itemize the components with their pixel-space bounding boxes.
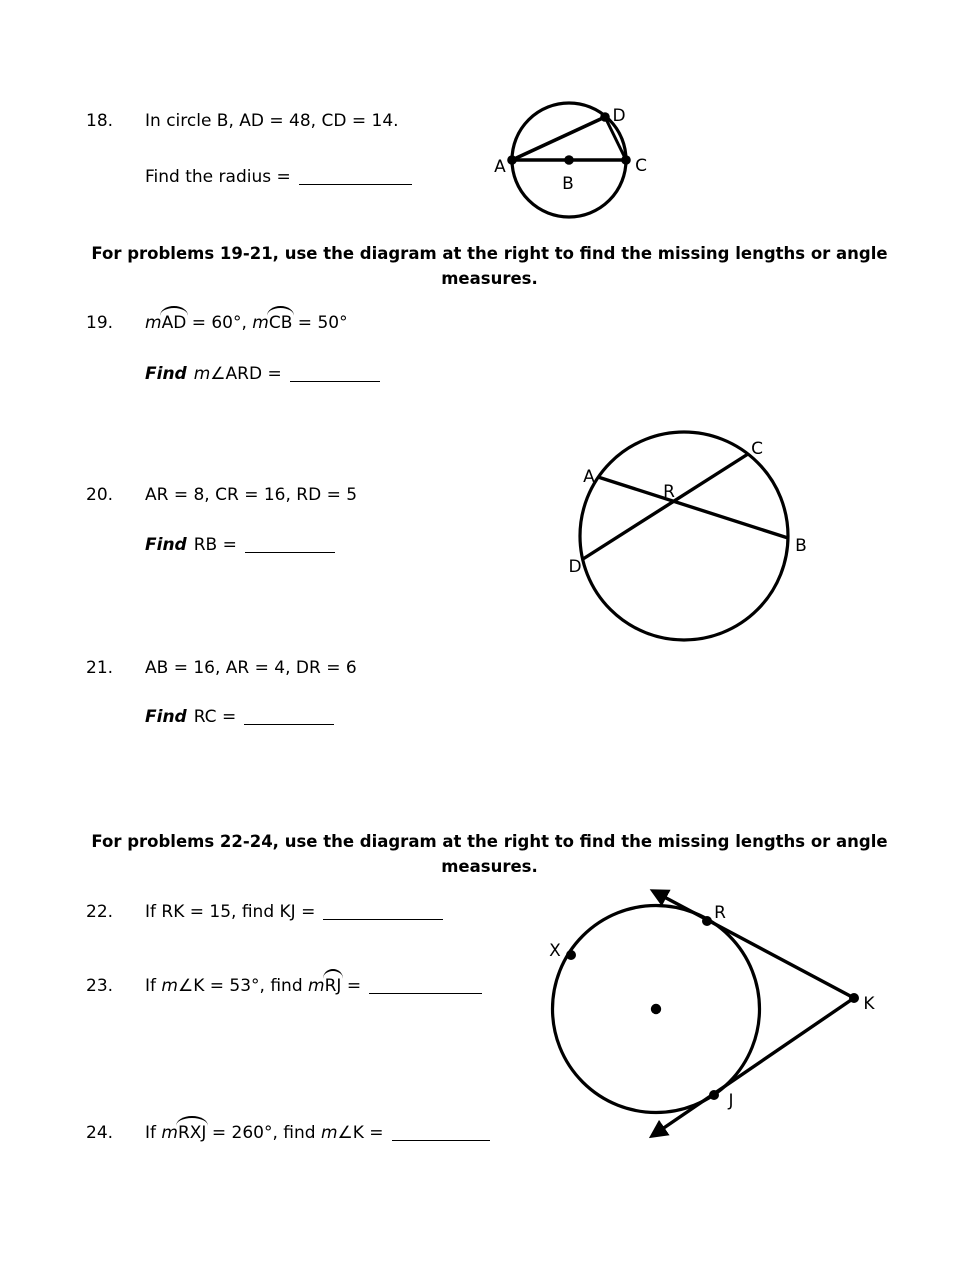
problem-number: 21. [86, 658, 114, 678]
answer-blank [245, 548, 335, 553]
label-K: K [863, 994, 875, 1014]
point-dot-K [849, 993, 859, 1003]
statement-text: = 260°, find [206, 1123, 321, 1143]
problem-number: 18. [86, 111, 114, 131]
circle-diagram-18 [470, 86, 670, 236]
chord-DC [583, 454, 748, 559]
center-dot [651, 1004, 661, 1014]
problem-number: 23. [86, 976, 114, 996]
circle-diagram-19-21 [555, 415, 825, 655]
problem-statement: In circle B, AD = 48, CD = 14. [145, 111, 399, 131]
measure-m: m [161, 1123, 178, 1143]
point-dot-J [709, 1090, 719, 1100]
label-X: X [549, 941, 561, 961]
point-dot-A [507, 155, 517, 165]
measure-m: m [145, 313, 162, 333]
point-dot-C [621, 155, 631, 165]
point-dot-X [566, 950, 576, 960]
statement-text: ∠K = 53°, find [177, 976, 309, 996]
label-A: A [583, 467, 595, 487]
section-header-line2: measures. [441, 269, 538, 288]
statement-text: = 50° [292, 313, 348, 333]
circle [580, 432, 788, 640]
point-dot-B [564, 155, 574, 165]
find-label: Find [145, 707, 187, 727]
section-19-21-header [0, 241, 979, 291]
arc-overline-RJ: RJ [324, 976, 342, 996]
answer-blank [290, 377, 380, 382]
measure-m: m [308, 976, 325, 996]
statement-text: ∠K = [337, 1123, 384, 1143]
point-dot-D [600, 112, 610, 122]
find-text: RC = [193, 707, 237, 727]
label-J: J [728, 1091, 734, 1111]
label-R: R [714, 903, 726, 923]
answer-blank [369, 989, 482, 994]
arc-overline-AD: AD [161, 313, 187, 333]
section-header-line2: measures. [441, 857, 538, 876]
problem-number: 20. [86, 485, 114, 505]
label-B: B [795, 536, 807, 556]
section-header-line1: For problems 22-24, use the diagram at the right to find the missing lengths or angle [91, 832, 888, 851]
problem-statement: AR = 8, CR = 16, RD = 5 [145, 485, 358, 505]
statement-text: If [145, 976, 162, 996]
measure-m: m [320, 1123, 338, 1143]
statement-text: If [145, 1123, 162, 1143]
statement-text: = 60°, [186, 313, 253, 333]
answer-blank [392, 1136, 490, 1141]
problem-number: 22. [86, 902, 114, 922]
arc-overline-RXJ: RXJ [177, 1123, 207, 1143]
label-C: C [751, 439, 763, 459]
problem-statement: AB = 16, AR = 4, DR = 6 [145, 658, 357, 678]
circle-diagram-22-24 [535, 872, 885, 1154]
tangent-ray-KJ [652, 998, 854, 1136]
chord-AB [598, 477, 788, 538]
arc-overline-CB: CB [268, 313, 293, 333]
measure-m: m [252, 313, 269, 333]
label-D: D [612, 106, 626, 126]
measure-m: m [161, 976, 178, 996]
problem-number: 19. [86, 313, 114, 333]
find-label: Find [145, 364, 187, 384]
answer-blank [244, 720, 334, 725]
find-text: RB = [193, 535, 237, 555]
label-D: D [568, 557, 582, 577]
answer-blank [299, 180, 412, 185]
problem-statement: If RK = 15, find KJ = [145, 902, 316, 922]
find-text: Find the radius = [145, 167, 291, 187]
point-dot-R [702, 916, 712, 926]
tangent-ray-KR [653, 891, 854, 998]
label-B: B [562, 174, 574, 194]
section-header-line1: For problems 19-21, use the diagram at the right to find the missing lengths or angle [91, 244, 888, 263]
statement-text: = [341, 976, 362, 996]
find-text: ∠ARD = [210, 364, 282, 384]
label-C: C [635, 156, 647, 176]
label-A: A [494, 157, 506, 177]
measure-m: m [193, 364, 211, 384]
label-R: R [663, 482, 675, 502]
problem-number: 24. [86, 1123, 114, 1143]
answer-blank [323, 915, 443, 920]
find-label: Find [145, 535, 187, 555]
